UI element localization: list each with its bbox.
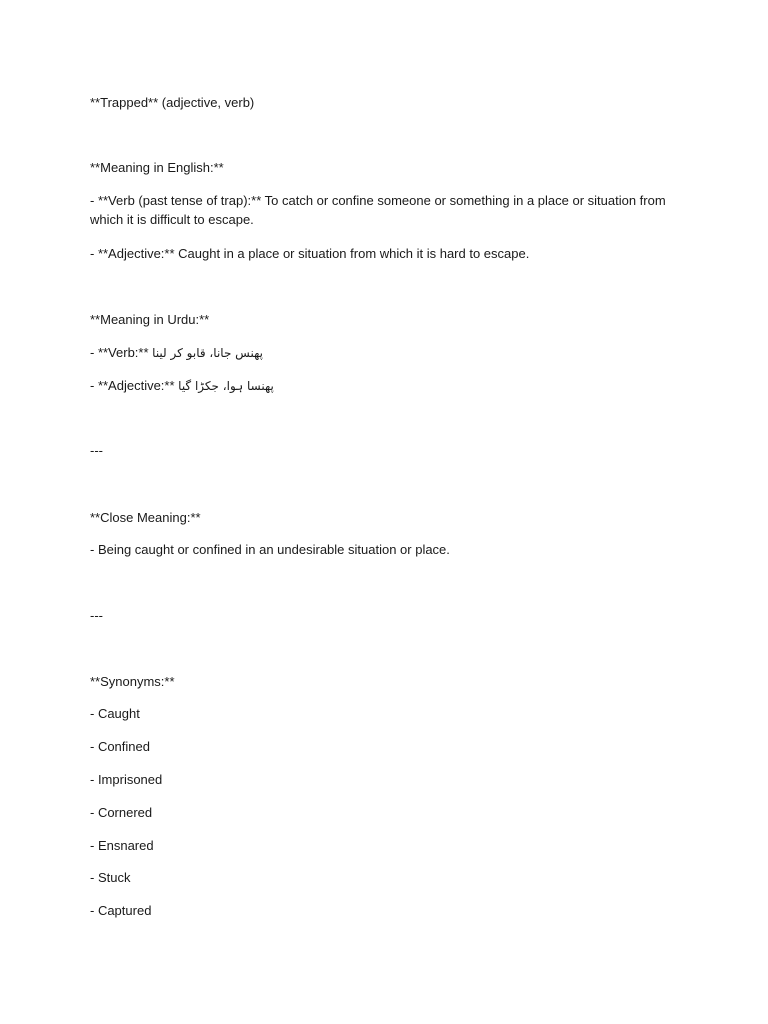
synonym-item: - Cornered [90, 805, 153, 820]
urdu-adjective-label: - **Adjective:** [90, 378, 179, 393]
synonym-item: - Caught [90, 706, 140, 721]
english-meaning-heading: **Meaning in English:** [90, 160, 224, 175]
urdu-verb-definition [90, 343, 680, 363]
urdu-adjective-text: پھنسا ہوا، جکڑا گیا [178, 379, 274, 393]
urdu-meaning-heading: **Meaning in Urdu:** [90, 312, 210, 327]
separator-line: --- [90, 443, 103, 458]
urdu-adjective-definition [90, 376, 680, 396]
close-meaning-text: - Being caught or confined in an undesirable situation or place. [90, 542, 450, 557]
synonym-item: - Ensnared [90, 838, 154, 853]
word-title: **Trapped** (adjective, verb) [90, 95, 255, 110]
synonym-item: - Imprisoned [90, 772, 163, 787]
urdu-verb-text: پھنس جانا، قابو کر لینا [152, 346, 263, 360]
close-meaning-heading: **Close Meaning:** [90, 510, 201, 525]
synonym-item: - Confined [90, 739, 150, 754]
separator-line: --- [90, 608, 103, 623]
synonym-item: - Stuck [90, 870, 131, 885]
english-verb-definition: - **Verb (past tense of trap):** To catch or confine someone or something in a place or situation from which it is difficult to escape. [90, 193, 666, 227]
urdu-verb-label: - **Verb:** [90, 345, 153, 360]
english-adjective-definition: - **Adjective:** Caught in a place or situation from which it is hard to escape. [90, 246, 530, 261]
synonyms-heading: **Synonyms:** [90, 674, 175, 689]
synonym-item: - Captured [90, 903, 152, 918]
